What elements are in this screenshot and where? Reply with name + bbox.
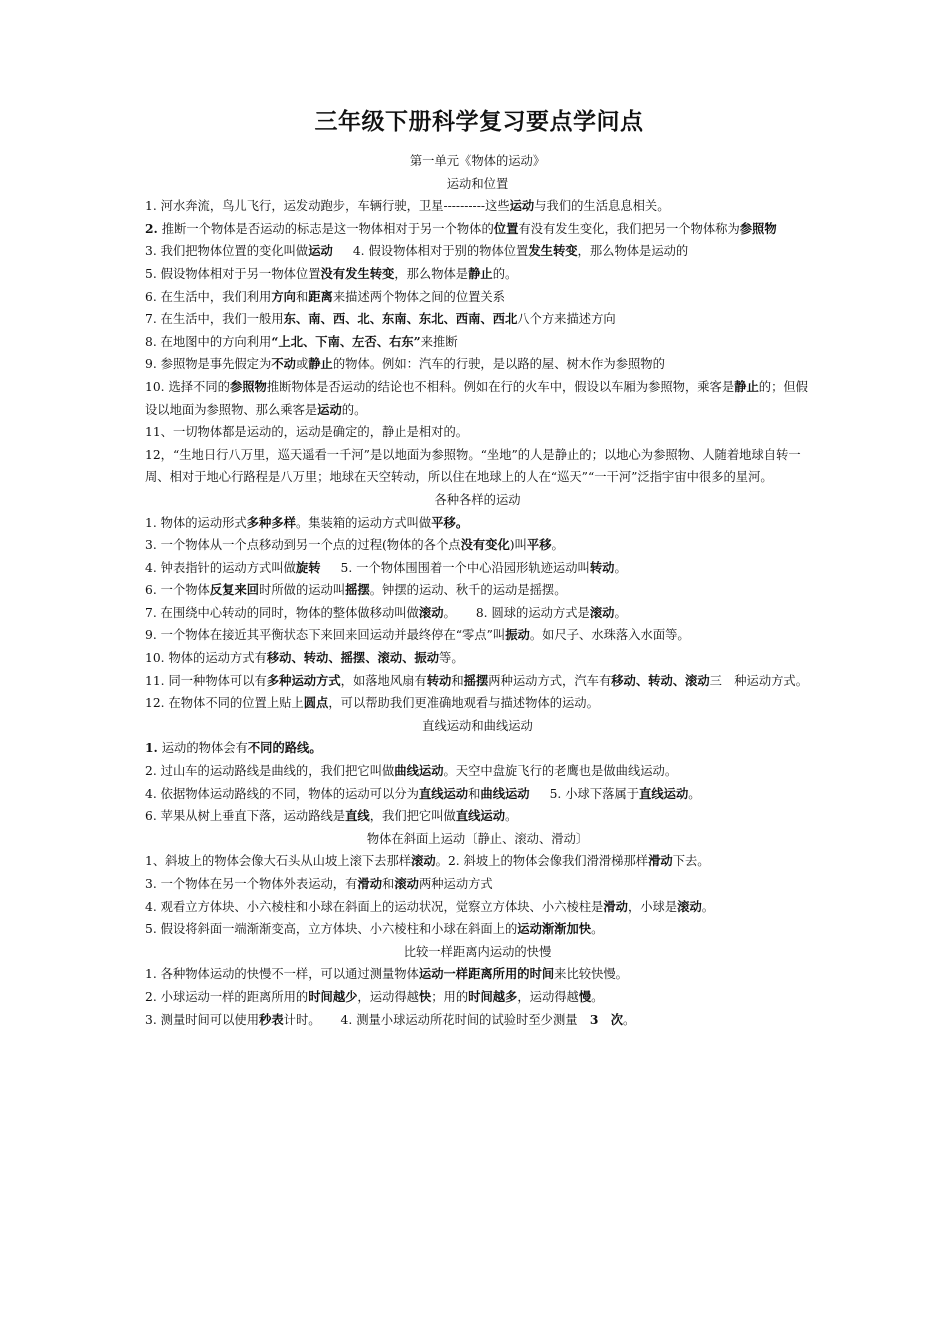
- text-segment: 3. 一个物体从一个点移动到另一个点的过程(物体的各个点: [145, 538, 461, 553]
- bold-term: 滑动: [603, 898, 628, 914]
- text-segment: 4. 依据物体运动路线的不同，物体的运动可以分为: [145, 786, 419, 801]
- text-segment: 。: [623, 1012, 636, 1027]
- bold-term: 滚动: [418, 604, 444, 620]
- text-segment: 两种运动方式: [418, 877, 493, 891]
- text-segment: 。: [614, 560, 627, 575]
- text-segment: 。: [701, 899, 715, 914]
- text-segment: 6. 苹果从树上垂直下落，运动路线是: [145, 809, 346, 824]
- bold-term: 滚动: [394, 876, 419, 891]
- list-item: [145, 783, 810, 806]
- list-item: [145, 850, 810, 873]
- text-segment: ，小球是: [627, 899, 678, 914]
- text-segment: 。: [591, 922, 604, 937]
- text-segment: 的。: [492, 266, 518, 281]
- text-segment: 和: [295, 289, 309, 304]
- text-segment: 的物体。例如：汽车的行驶，是以路的屋、树木作为参照物的: [332, 357, 665, 372]
- text-segment: ；用的: [431, 989, 469, 1004]
- bold-term: 运动: [308, 243, 333, 259]
- list-item: [145, 353, 810, 376]
- text-segment: ，我们把它叫做: [369, 809, 456, 824]
- bold-term: 距离: [308, 288, 333, 304]
- bold-term: 1.: [145, 740, 158, 756]
- text-segment: 3. 我们把物体位置的变化叫做: [145, 244, 309, 259]
- list-item: [145, 579, 810, 602]
- text-segment: 1. 物体的运动形式: [145, 515, 247, 530]
- text-segment: 与我们的生活息息相关。: [534, 199, 670, 214]
- list-item: [145, 557, 810, 580]
- section-heading: 物体在斜面上运动〔静止、滚动、滑动〕: [366, 831, 589, 846]
- list-item: [145, 624, 810, 647]
- bold-term: 移动、转动、摇摆、滚动、振动: [266, 650, 440, 666]
- bold-term: 直线: [345, 808, 370, 824]
- bold-term: 方向: [271, 288, 296, 304]
- list-item: [145, 1009, 810, 1032]
- text-segment: 和: [451, 673, 464, 688]
- text-segment: 。天空中盘旋飞行的老鹰也是做曲线运动。: [443, 764, 678, 779]
- bold-term: 直线运动: [639, 785, 689, 801]
- list-item: [145, 896, 810, 919]
- text-segment: 下去。: [672, 854, 710, 869]
- text-segment: 9. 一个物体在接近其平衡状态下来回来回运动并最终停在“零点”叫: [145, 628, 506, 643]
- list-item: [145, 805, 810, 828]
- unit-title: 第一单元《物体的运动》: [409, 154, 546, 168]
- list-item: [145, 421, 810, 444]
- list-item: [145, 534, 810, 557]
- text-segment: 。: [614, 605, 627, 620]
- section-heading: 各种各样的运动: [434, 492, 521, 507]
- text-segment: 4. 钟表指针的运动方式叫做: [145, 560, 296, 575]
- text-segment: 11、一切物体都是运动的，运动是确定的，静止是相对的。: [145, 425, 469, 440]
- list-item: [145, 240, 810, 263]
- text-segment: 和: [468, 786, 481, 801]
- bold-term: 转动: [426, 672, 452, 688]
- list-item: [145, 873, 810, 896]
- bold-term: 直线运动: [455, 808, 506, 824]
- bold-term: 滚动: [589, 604, 615, 620]
- text-segment: 八个方来描述方向: [517, 312, 616, 327]
- text-segment: 推断一个物体是否运动的标志是这一物体相对于另一个物体的: [157, 221, 494, 236]
- text-segment: 三 种运动方式。: [709, 673, 809, 688]
- list-item: [145, 647, 810, 670]
- list-item: [145, 512, 810, 535]
- text-segment: 。: [505, 809, 518, 824]
- text-segment: 的；但假设以地面为参照物、那么乘客是: [145, 379, 808, 417]
- bold-term: 运动: [317, 401, 342, 417]
- bold-term: 静止: [308, 356, 333, 372]
- text-segment: 5. 一个物体围围着一个中心沿园形轨迹运动叫: [340, 560, 590, 575]
- text-segment: 9. 参照物是事先假定为: [145, 357, 272, 372]
- text-segment: 3. 一个物体在另一个物体外表运动，有: [145, 877, 358, 891]
- section-heading: 比较一样距离内运动的快慢: [403, 944, 552, 959]
- bold-term: 直线运动: [418, 785, 469, 801]
- text-segment: )叫: [509, 538, 527, 553]
- text-segment: 7. 在生活中，我们一般用: [145, 312, 284, 327]
- bold-term: 时间越多: [468, 988, 518, 1004]
- text-segment: 。钟摆的运动、秋千的运动是摇摆。: [369, 583, 567, 598]
- bold-term: 曲线运动: [394, 763, 444, 779]
- bold-term: 东、南、西、北、东南、东北、西南、西北: [283, 311, 518, 327]
- text-segment: 计时。: [283, 1012, 321, 1027]
- document-title: 三年级下册科学复习要点学问点: [314, 109, 644, 135]
- text-segment: 10. 选择不同的: [145, 379, 230, 394]
- bold-term: 转动: [589, 559, 615, 575]
- text-segment: 1. 各种物体运动的快慢不一样，可以通过测量物体: [145, 967, 419, 982]
- list-item: [145, 263, 810, 286]
- text-segment: 5. 假设物体相对于另一物体位置: [145, 266, 321, 281]
- text-segment: 12，“生地日行八万里，巡天遥看一千河”是以地面为参照物。“坐地”的人是静止的；以地心为参照物、人随着地球自转一周、相对于地心行路程是八万里；地球在天空转动，所以住在地球上的人在“巡天”“一干河”泛指宇宙中很多的星河。: [145, 447, 801, 485]
- text-segment: 4. 观看立方体块、小六棱柱和小球在斜面上的运动状况，觉察立方体块、小六棱柱是: [145, 899, 604, 914]
- bold-term: 发生转变: [528, 243, 578, 259]
- bold-term: 参照物: [739, 220, 777, 236]
- text-segment: 1. 河水奔流，鸟儿飞行，运发动跑步，车辆行驶，卫星----------这些: [145, 199, 510, 214]
- text-segment: 1、斜坡上的物体会像大石头从山坡上滚下去那样: [145, 854, 412, 869]
- text-segment: 。如尺子、水珠落入水面等。: [529, 628, 690, 643]
- text-segment: 。: [551, 538, 564, 553]
- bold-term: 静止: [734, 378, 759, 394]
- text-segment: 12. 在物体不同的位置上贴上: [145, 696, 304, 711]
- bold-term: 滚动: [411, 853, 436, 869]
- text-segment: 4. 假设物体相对于别的物体位置: [352, 244, 529, 259]
- text-segment: 5. 假设将斜面一端渐渐变高，立方体块、小六棱柱和小球在斜面上的: [145, 922, 518, 937]
- text-segment: 有没有发生变化，我们把另一个物体称为: [518, 221, 740, 236]
- list-item: [145, 444, 810, 489]
- list-item: [145, 195, 810, 218]
- bold-term: 2.: [145, 220, 158, 236]
- bold-term: 滑动: [357, 876, 383, 891]
- text-segment: 和: [382, 877, 395, 891]
- text-segment: ，那么物体是运动的: [577, 244, 689, 259]
- section-heading: 运动和位置: [446, 176, 509, 191]
- document-body: [145, 150, 810, 1031]
- text-segment: 。2. 斜坡上的物体会像我们滑滑梯那样: [435, 854, 649, 869]
- list-item: [145, 963, 810, 986]
- text-segment: 2. 小球运动一样的距离所用的: [145, 989, 309, 1004]
- bold-term: 没有变化: [460, 537, 510, 553]
- text-segment: ，运动得越: [357, 989, 419, 1004]
- bold-term: 慢: [578, 988, 592, 1004]
- bold-term: 运动: [509, 198, 535, 214]
- text-segment: 。: [688, 786, 701, 801]
- bold-term: 快: [418, 988, 432, 1004]
- list-item: [145, 286, 810, 309]
- list-item: [145, 670, 810, 693]
- text-segment: 7. 在围绕中心转动的同时，物体的整体做移动叫做: [145, 605, 419, 620]
- section-heading: 直线运动和曲线运动: [422, 718, 533, 733]
- list-item: [145, 218, 810, 241]
- bold-term: 反复来回: [209, 582, 260, 598]
- bold-term: 时间越少: [308, 988, 358, 1004]
- text-segment: 两种运动方式，汽车有: [488, 673, 612, 688]
- bold-term: 多种运动方式: [266, 672, 341, 688]
- bold-term: 静止: [468, 265, 493, 281]
- list-item: [145, 692, 810, 715]
- bold-term: 平移: [526, 537, 552, 553]
- bold-term: 3 次: [577, 1011, 623, 1027]
- bold-term: 运动渐渐加快: [517, 921, 592, 937]
- text-segment: ，如落地风扇有: [340, 673, 427, 688]
- bold-term: 参照物: [229, 378, 267, 394]
- text-segment: 来比较快慢。: [554, 967, 628, 982]
- bold-term: 振动: [505, 627, 530, 643]
- bold-term: 旋转: [295, 559, 321, 575]
- bold-term: “上北、下南、左否、右东”: [271, 333, 421, 349]
- bold-term: 圆点: [303, 695, 329, 711]
- list-item: [145, 737, 810, 760]
- list-item: [145, 376, 810, 421]
- bold-term: 不动: [271, 356, 296, 372]
- list-item: [145, 331, 810, 354]
- text-segment: ，可以帮助我们更准确地观看与描述物体的运动。: [328, 696, 599, 711]
- bold-term: 不同的路线。: [247, 740, 322, 756]
- list-item: [145, 602, 810, 625]
- text-segment: 来推断: [420, 334, 458, 349]
- text-segment: 5. 小球下落属于: [549, 786, 640, 801]
- bold-term: 运动一样距离所用的时间: [418, 966, 555, 982]
- text-segment: ，那么物体是: [394, 266, 469, 281]
- text-segment: 8. 圆球的运动方式是: [475, 605, 590, 620]
- text-segment: 8. 在地图中的方向利用: [145, 334, 272, 349]
- list-item: [145, 986, 810, 1009]
- bold-term: 摇摆: [463, 672, 489, 688]
- text-segment: 时所做的运动叫: [259, 583, 346, 598]
- text-segment: 6. 一个物体: [145, 583, 210, 598]
- text-segment: 11. 同一种物体可以有: [145, 673, 267, 688]
- text-segment: 推断物体是否运动的结论也不相科。例如在行的火车中，假设以车厢为参照物，乘客是: [266, 379, 735, 394]
- text-segment: 4. 测量小球运动所花时间的试验时至少测量: [340, 1012, 578, 1027]
- bold-term: 位置: [493, 220, 519, 236]
- text-segment: 或: [295, 357, 309, 372]
- bold-term: 没有发生转变: [320, 265, 395, 281]
- bold-term: 多种多样: [246, 514, 296, 530]
- bold-term: 摇摆: [345, 582, 370, 598]
- text-segment: 10. 物体的运动方式有: [145, 651, 267, 666]
- text-segment: 。集装箱的运动方式叫做: [295, 515, 432, 530]
- list-item: [145, 308, 810, 331]
- bold-term: 平移。: [431, 514, 469, 530]
- list-item: [145, 918, 810, 941]
- bold-term: 滚动: [677, 898, 702, 914]
- text-segment: 等。: [439, 651, 464, 666]
- text-segment: 3. 测量时间可以使用: [145, 1012, 260, 1027]
- bold-term: 曲线运动: [480, 785, 530, 801]
- text-segment: 来描述两个物体之间的位置关系: [332, 289, 506, 304]
- bold-term: 移动、转动、滚动: [611, 672, 710, 688]
- text-segment: ，运动得越: [517, 989, 579, 1004]
- list-item: [145, 760, 810, 783]
- text-segment: 。: [443, 605, 456, 620]
- text-segment: 运动的物体会有: [157, 741, 248, 756]
- bold-term: 秒表: [259, 1011, 284, 1027]
- text-segment: 。: [591, 989, 604, 1004]
- text-segment: 2. 过山车的运动路线是曲线的，我们把它叫做: [145, 764, 395, 779]
- text-segment: 6. 在生活中，我们利用: [145, 289, 272, 304]
- bold-term: 滑动: [648, 853, 673, 869]
- text-segment: 的。: [341, 402, 367, 417]
